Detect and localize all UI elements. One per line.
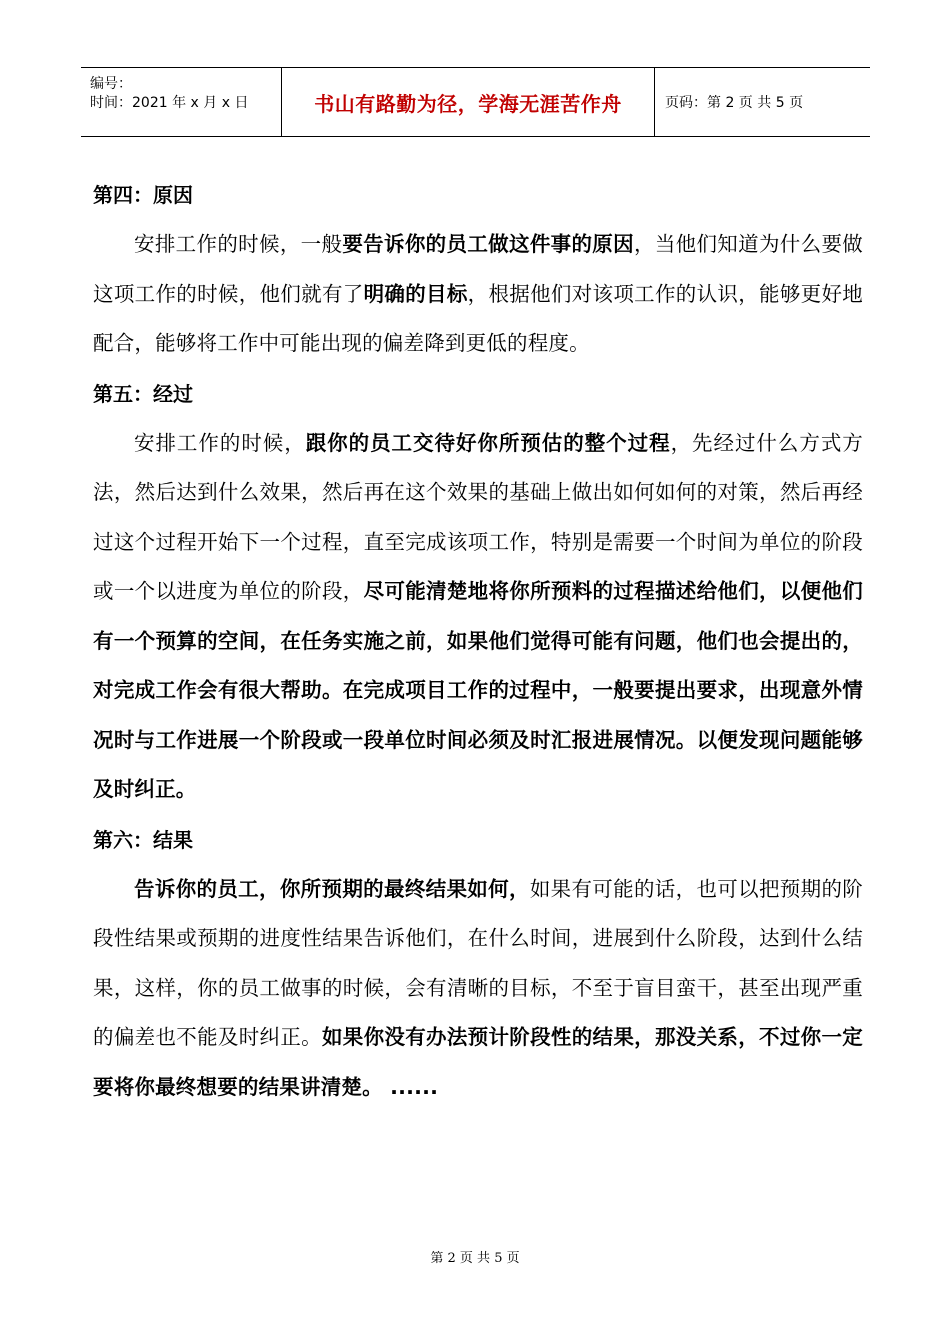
- section-heading: 第五：经过: [93, 381, 193, 406]
- text-run: ，根据他们对该项工作的认识，能够更好地配合，能够将工作中可能出现的偏差降到更低的程度。: [93, 281, 863, 355]
- date-label: 时间：2021 年 x 月 x 日: [90, 95, 249, 111]
- text-run: ，当他们知道为什么要做这项工作的时候，他们就有了: [93, 232, 864, 306]
- header-page-cell: [655, 68, 870, 136]
- text-run: 安排工作的时候，: [134, 430, 306, 455]
- header-meta-cell: [81, 68, 282, 136]
- section-paragraph: [93, 220, 863, 369]
- page-footer: [0, 1247, 950, 1266]
- footer-page-number: 第 2 页 共 5 页: [430, 1251, 520, 1266]
- section-process: [93, 369, 863, 815]
- bold-text-run: 跟你的员工交待好你所预估的整个过程: [305, 430, 671, 455]
- text-run: 如果有可能的话，也可以把预期的阶段性结果或预期的进度性结果告诉他们，在什么时间，进展到什么阶段，达到什么结果，这样，你的员工做事的时候，会有清晰的目标，不至于盲目蛮干，甚至出现严重的偏差也不能及时纠正。: [93, 876, 863, 1049]
- section-paragraph: [93, 419, 863, 815]
- section-paragraph: [93, 865, 863, 1113]
- section-reason: [93, 170, 863, 369]
- bold-text-run: 如果你没有办法预计阶段性的结果，那没关系，不过你一定要将你最终想要的结果讲清楚。 ......: [93, 1025, 863, 1099]
- bold-text-run: 告诉你的员工，你所预期的最终结果如何，: [134, 876, 530, 901]
- motto-text: 书山有路勤为径，学海无涯苦作舟: [314, 91, 622, 116]
- section-heading: 第六：结果: [93, 827, 193, 852]
- section-heading: 第四：原因: [93, 183, 193, 207]
- bold-text-run: 尽可能清楚地将你所预料的过程描述给他们，以便他们有一个预算的空间，在任务实施之前，如果他们觉得可能有问题，他们也会提出的，对完成工作会有很大帮助。在完成项目工作的过程中，一般要提出要求，出现意外情况时与工作进展一个阶段或一段单位时间必须及时汇报进展情况。以便发现问题能够及时纠正。: [93, 579, 863, 801]
- number-label: 编号：: [90, 76, 132, 92]
- section-result: [93, 815, 863, 1113]
- header-table: [81, 67, 870, 137]
- text-run: 安排工作的时候，一般: [134, 232, 343, 256]
- bold-text-run: 明确的目标: [363, 281, 468, 306]
- text-run: ，先经过什么方式方法，然后达到什么效果，然后再在这个效果的基础上做出如何如何的对策，然后再经过这个过程开始下一个过程，直至完成该项工作，特别是需要一个时间为单位的阶段或一个以进度为单位的阶段，: [93, 430, 863, 603]
- bold-text-run: 要告诉你的员工做这件事的原因: [342, 232, 634, 256]
- document-body: [93, 170, 863, 1112]
- page-info: 页码：第 2 页 共 5 页: [665, 95, 804, 111]
- header-motto-cell: [282, 68, 655, 136]
